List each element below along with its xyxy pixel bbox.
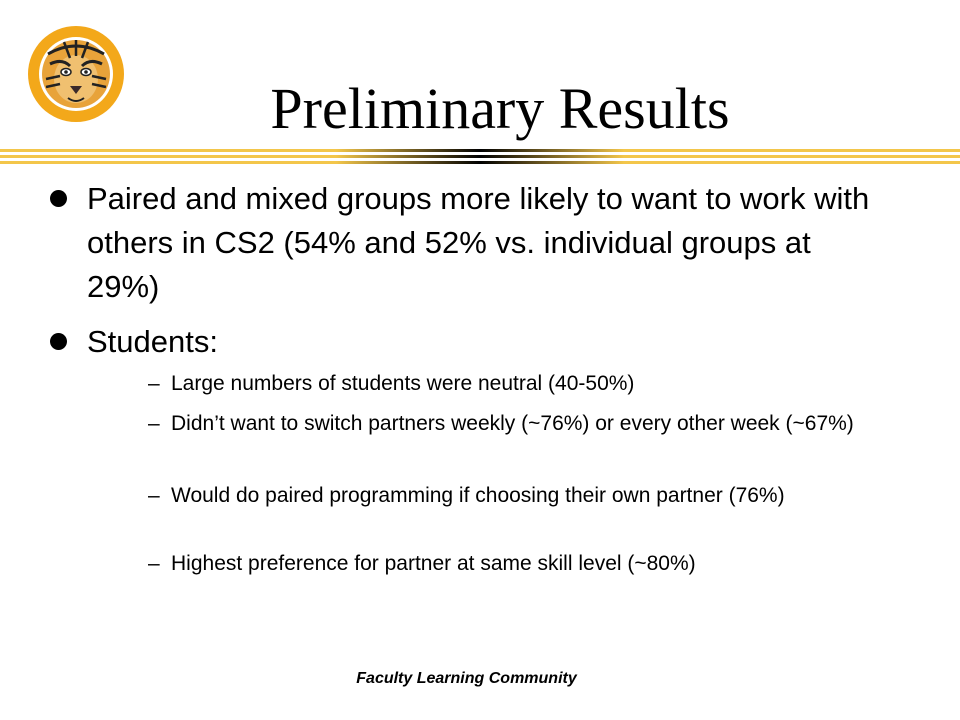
bullet-item	[50, 320, 887, 364]
sub-bullet-text: Highest preference for partner at same skill level (~80%)	[171, 552, 696, 575]
dash-marker: –	[148, 484, 160, 507]
sub-bullet-text: Large numbers of students were neutral (40-50%)	[171, 372, 635, 395]
bullet-text: Students:	[87, 324, 218, 359]
bullet-item	[50, 177, 887, 309]
dash-marker: –	[148, 372, 160, 395]
bullet-text: Paired and mixed groups more likely to want to work with others in CS2 (54% and 52% vs. individual groups at 29%)	[87, 181, 870, 304]
slide-footer: Faculty Learning Community	[356, 670, 577, 687]
sub-bullet-item	[148, 550, 908, 578]
slide-title: Preliminary Results	[270, 76, 730, 141]
dash-marker: –	[148, 412, 160, 435]
dash-marker: –	[148, 552, 160, 575]
title-divider	[0, 146, 960, 168]
bullet-dot-icon	[50, 333, 67, 350]
sub-bullet-text: Didn’t want to switch partners weekly (~76%) or every other week (~67%)	[171, 412, 854, 435]
sub-bullet-item	[148, 410, 908, 438]
bullet-dot-icon	[50, 190, 67, 207]
sub-bullet-text: Would do paired programming if choosing their own partner (76%)	[171, 484, 785, 507]
sub-bullet-item	[148, 482, 908, 510]
sub-bullet-item	[148, 370, 908, 398]
